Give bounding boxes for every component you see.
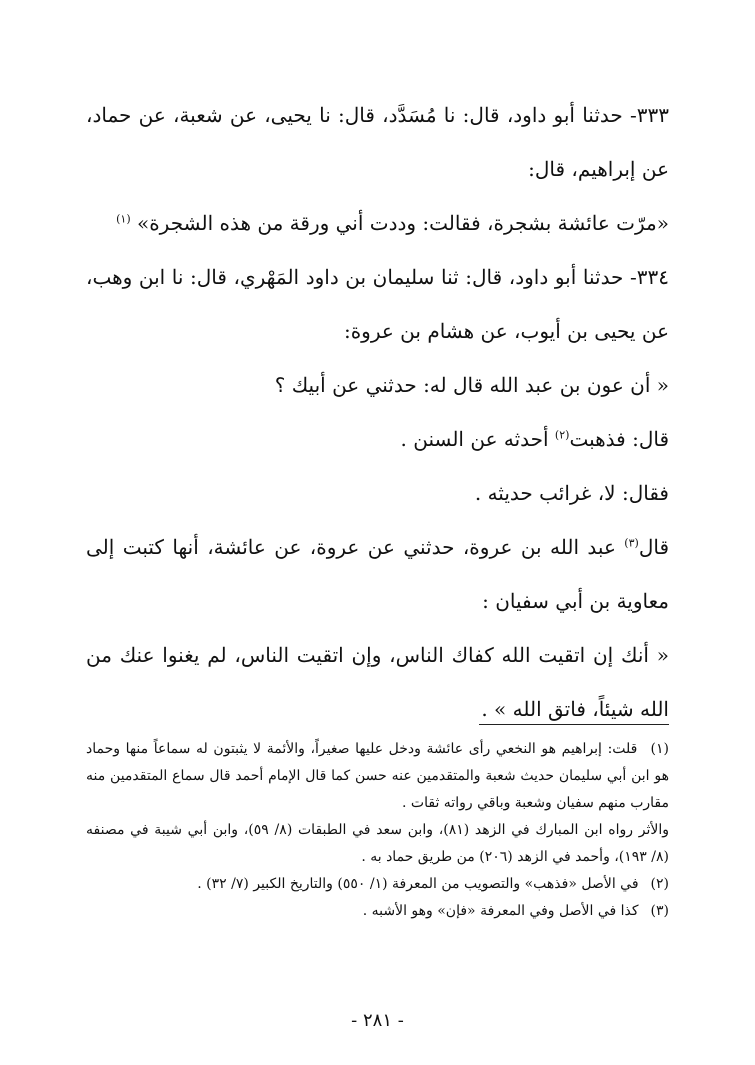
footnote-3-number: (٣) — [650, 903, 669, 919]
footnote-ref-2: (٢) — [554, 428, 570, 442]
hadith-334-matn-line2-before: قال: فذهبت — [569, 427, 669, 451]
footnote-3-text: كذا في الأصل وفي المعرفة «فإن» وهو الأشبه . — [362, 903, 639, 919]
footnote-1-number: (١) — [650, 741, 669, 757]
page-number: - ٢٨١ - — [351, 1010, 404, 1031]
main-text — [86, 88, 669, 736]
hadith-334-matn-line3-text: فقال: لا، غرائب حديثه . — [474, 481, 669, 505]
hadith-333-matn — [86, 196, 669, 250]
footnote-divider — [479, 724, 669, 725]
hadith-334-matn-2-text: « أنك إن اتقيت الله كفاك الناس، وإن اتقيت الناس، لم يغنوا عنك من الله شيئاً، فاتق الله » . — [86, 643, 669, 721]
footnotes — [86, 736, 669, 925]
footnote-2-text: في الأصل «فذهب» والتصويب من المعرفة (١/ ٥٥٠) والتاريخ الكبير (٧/ ٣٢) . — [197, 876, 639, 892]
hadith-334 — [86, 250, 669, 358]
footnote-1-continued-text: والأثر رواه ابن المبارك في الزهد (٨١)، وابن سعد في الطبقات (٨/ ٥٩)، وابن أبي شيبة في مصنفه (٨/ ١٩٣)، وأحمد في الزهد (٢٠٦) من طريق حماد به . — [86, 822, 670, 865]
hadith-334-isnad-2 — [86, 520, 669, 628]
hadith-334-matn-2 — [86, 628, 669, 736]
hadith-334-isnad-2-after: عبد الله بن عروة، حدثني عن عروة، عن عائشة، أنها كتبت إلى معاوية بن أبي سفيان : — [86, 535, 669, 613]
footnote-2-number: (٢) — [650, 876, 669, 892]
hadith-334-matn-line2 — [86, 412, 669, 466]
footnote-2 — [86, 871, 669, 898]
footnote-3 — [86, 898, 669, 925]
footnote-1-text: قلت: إبراهيم هو النخعي رأى عائشة ودخل عليها صغيراً، والأئمة لا يثبتون له سماعاً منها وحماد هو ابن أبي سليمان حديث شعبة والمتقدمين عنه حسن كما قال الإمام أحمد قال سماع المتقدمين منه مقارب منهم سفيان وشعبة وباقي رواته ثقات . — [86, 741, 669, 811]
hadith-334-matn-line1-text: « أن عون بن عبد الله قال له: حدثني عن أبيك ؟ — [274, 373, 669, 397]
footnote-ref-3: (٣) — [624, 536, 639, 550]
hadith-333-text: ٣٣٣- حدثنا أبو داود، قال: نا مُسَدَّد، قال: نا يحيى، عن شعبة، عن حماد، عن إبراهيم، قال: — [86, 103, 669, 181]
footnote-1-continued — [86, 817, 669, 871]
hadith-333 — [86, 88, 669, 196]
footnote-ref-1: (١) — [116, 212, 131, 226]
footnote-1 — [86, 736, 669, 817]
hadith-334-matn-line2-after: أحدثه عن السنن . — [400, 427, 555, 451]
hadith-334-matn-line1 — [86, 358, 669, 412]
hadith-334-isnad-2-before: قال — [638, 535, 669, 559]
hadith-333-matn-text: «مرّت عائشة بشجرة، فقالت: وددت أني ورقة من هذه الشجرة» — [136, 211, 669, 235]
hadith-334-text: ٣٣٤- حدثنا أبو داود، قال: ثنا سليمان بن داود المَهْري، قال: نا ابن وهب، عن يحيى بن أيوب، عن هشام بن عروة: — [86, 265, 669, 343]
hadith-334-matn-line3 — [86, 466, 669, 520]
